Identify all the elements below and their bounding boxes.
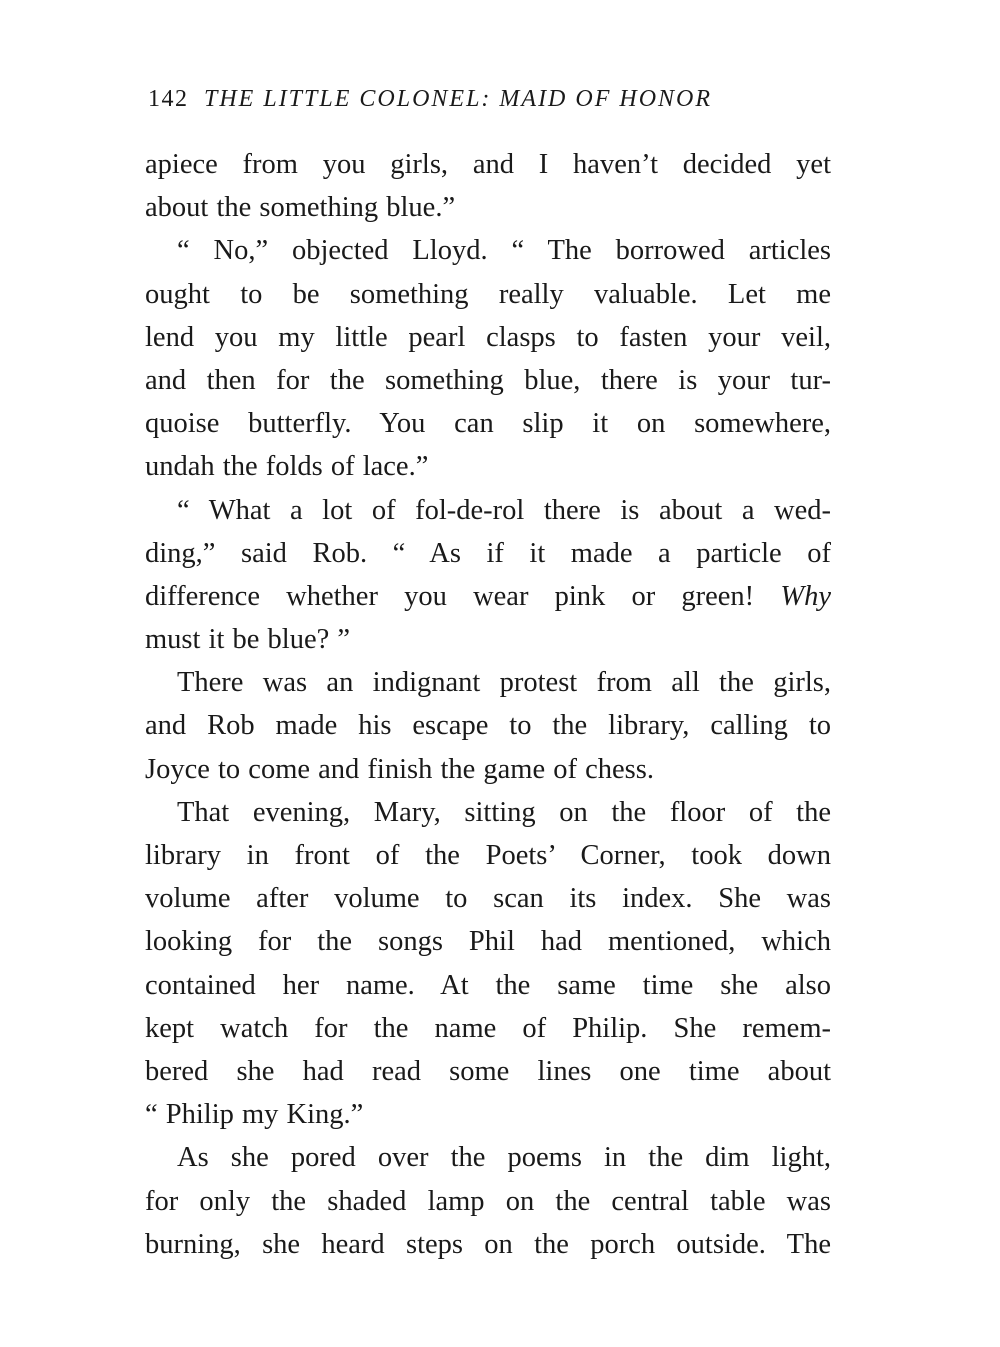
text-line: There was an indignant protest from all the girls, bbox=[177, 667, 831, 699]
text-line: bered she had read some lines one time about bbox=[145, 1055, 831, 1087]
text-line: Joyce to come and finish the game of chess. bbox=[145, 753, 654, 785]
body-text bbox=[145, 143, 831, 1266]
text-line: about the something blue.” bbox=[145, 192, 456, 224]
text-line: contained her name. At the same time she also bbox=[145, 969, 831, 1001]
text-line: burning, she heard steps on the porch outside. The bbox=[145, 1228, 831, 1260]
text-line: ought to be something really valuable. Let me bbox=[145, 278, 831, 310]
italic-emphasis: Why bbox=[780, 580, 832, 612]
text-line: undah the folds of lace.” bbox=[145, 451, 429, 483]
text-line: “ What a lot of fol-de-rol there is about a wed- bbox=[177, 494, 831, 526]
text-line: apiece from you girls, and I haven’t decided yet bbox=[145, 149, 831, 180]
text-line: “ No,” objected Lloyd. “ The borrowed articles bbox=[177, 235, 831, 267]
text-line: library in front of the Poets’ Corner, took down bbox=[145, 840, 831, 871]
text-line: “ Philip my King.” bbox=[145, 1099, 364, 1131]
text-line: and Rob made his escape to the library, calling to bbox=[145, 710, 831, 742]
text-line: for only the shaded lamp on the central table was bbox=[145, 1185, 831, 1217]
running-header bbox=[148, 86, 838, 113]
text-line: volume after volume to scan its index. She was bbox=[145, 883, 831, 915]
running-title: THE LITTLE COLONEL: MAID OF HONOR bbox=[204, 86, 713, 112]
text-line: and then for the something blue, there is your tur- bbox=[145, 364, 831, 396]
text-line: kept watch for the name of Philip. She remem- bbox=[145, 1012, 831, 1044]
text-line: That evening, Mary, sitting on the floor of the bbox=[177, 796, 831, 828]
text-line: must it be blue? ” bbox=[145, 624, 351, 656]
page-number: 142 bbox=[148, 86, 189, 112]
text-line: ding,” said Rob. “ As if it made a particle of bbox=[145, 537, 831, 569]
text-line: looking for the songs Phil had mentioned, which bbox=[145, 926, 831, 958]
text-line: quoise butterfly. You can slip it on somewhere, bbox=[145, 408, 831, 440]
text-line: As she pored over the poems in the dim light, bbox=[177, 1142, 831, 1174]
text-segment: difference whether you wear pink or green! bbox=[145, 580, 755, 612]
text-line: lend you my little pearl clasps to fasten your veil, bbox=[145, 321, 831, 353]
text-line-mixed bbox=[145, 575, 831, 618]
